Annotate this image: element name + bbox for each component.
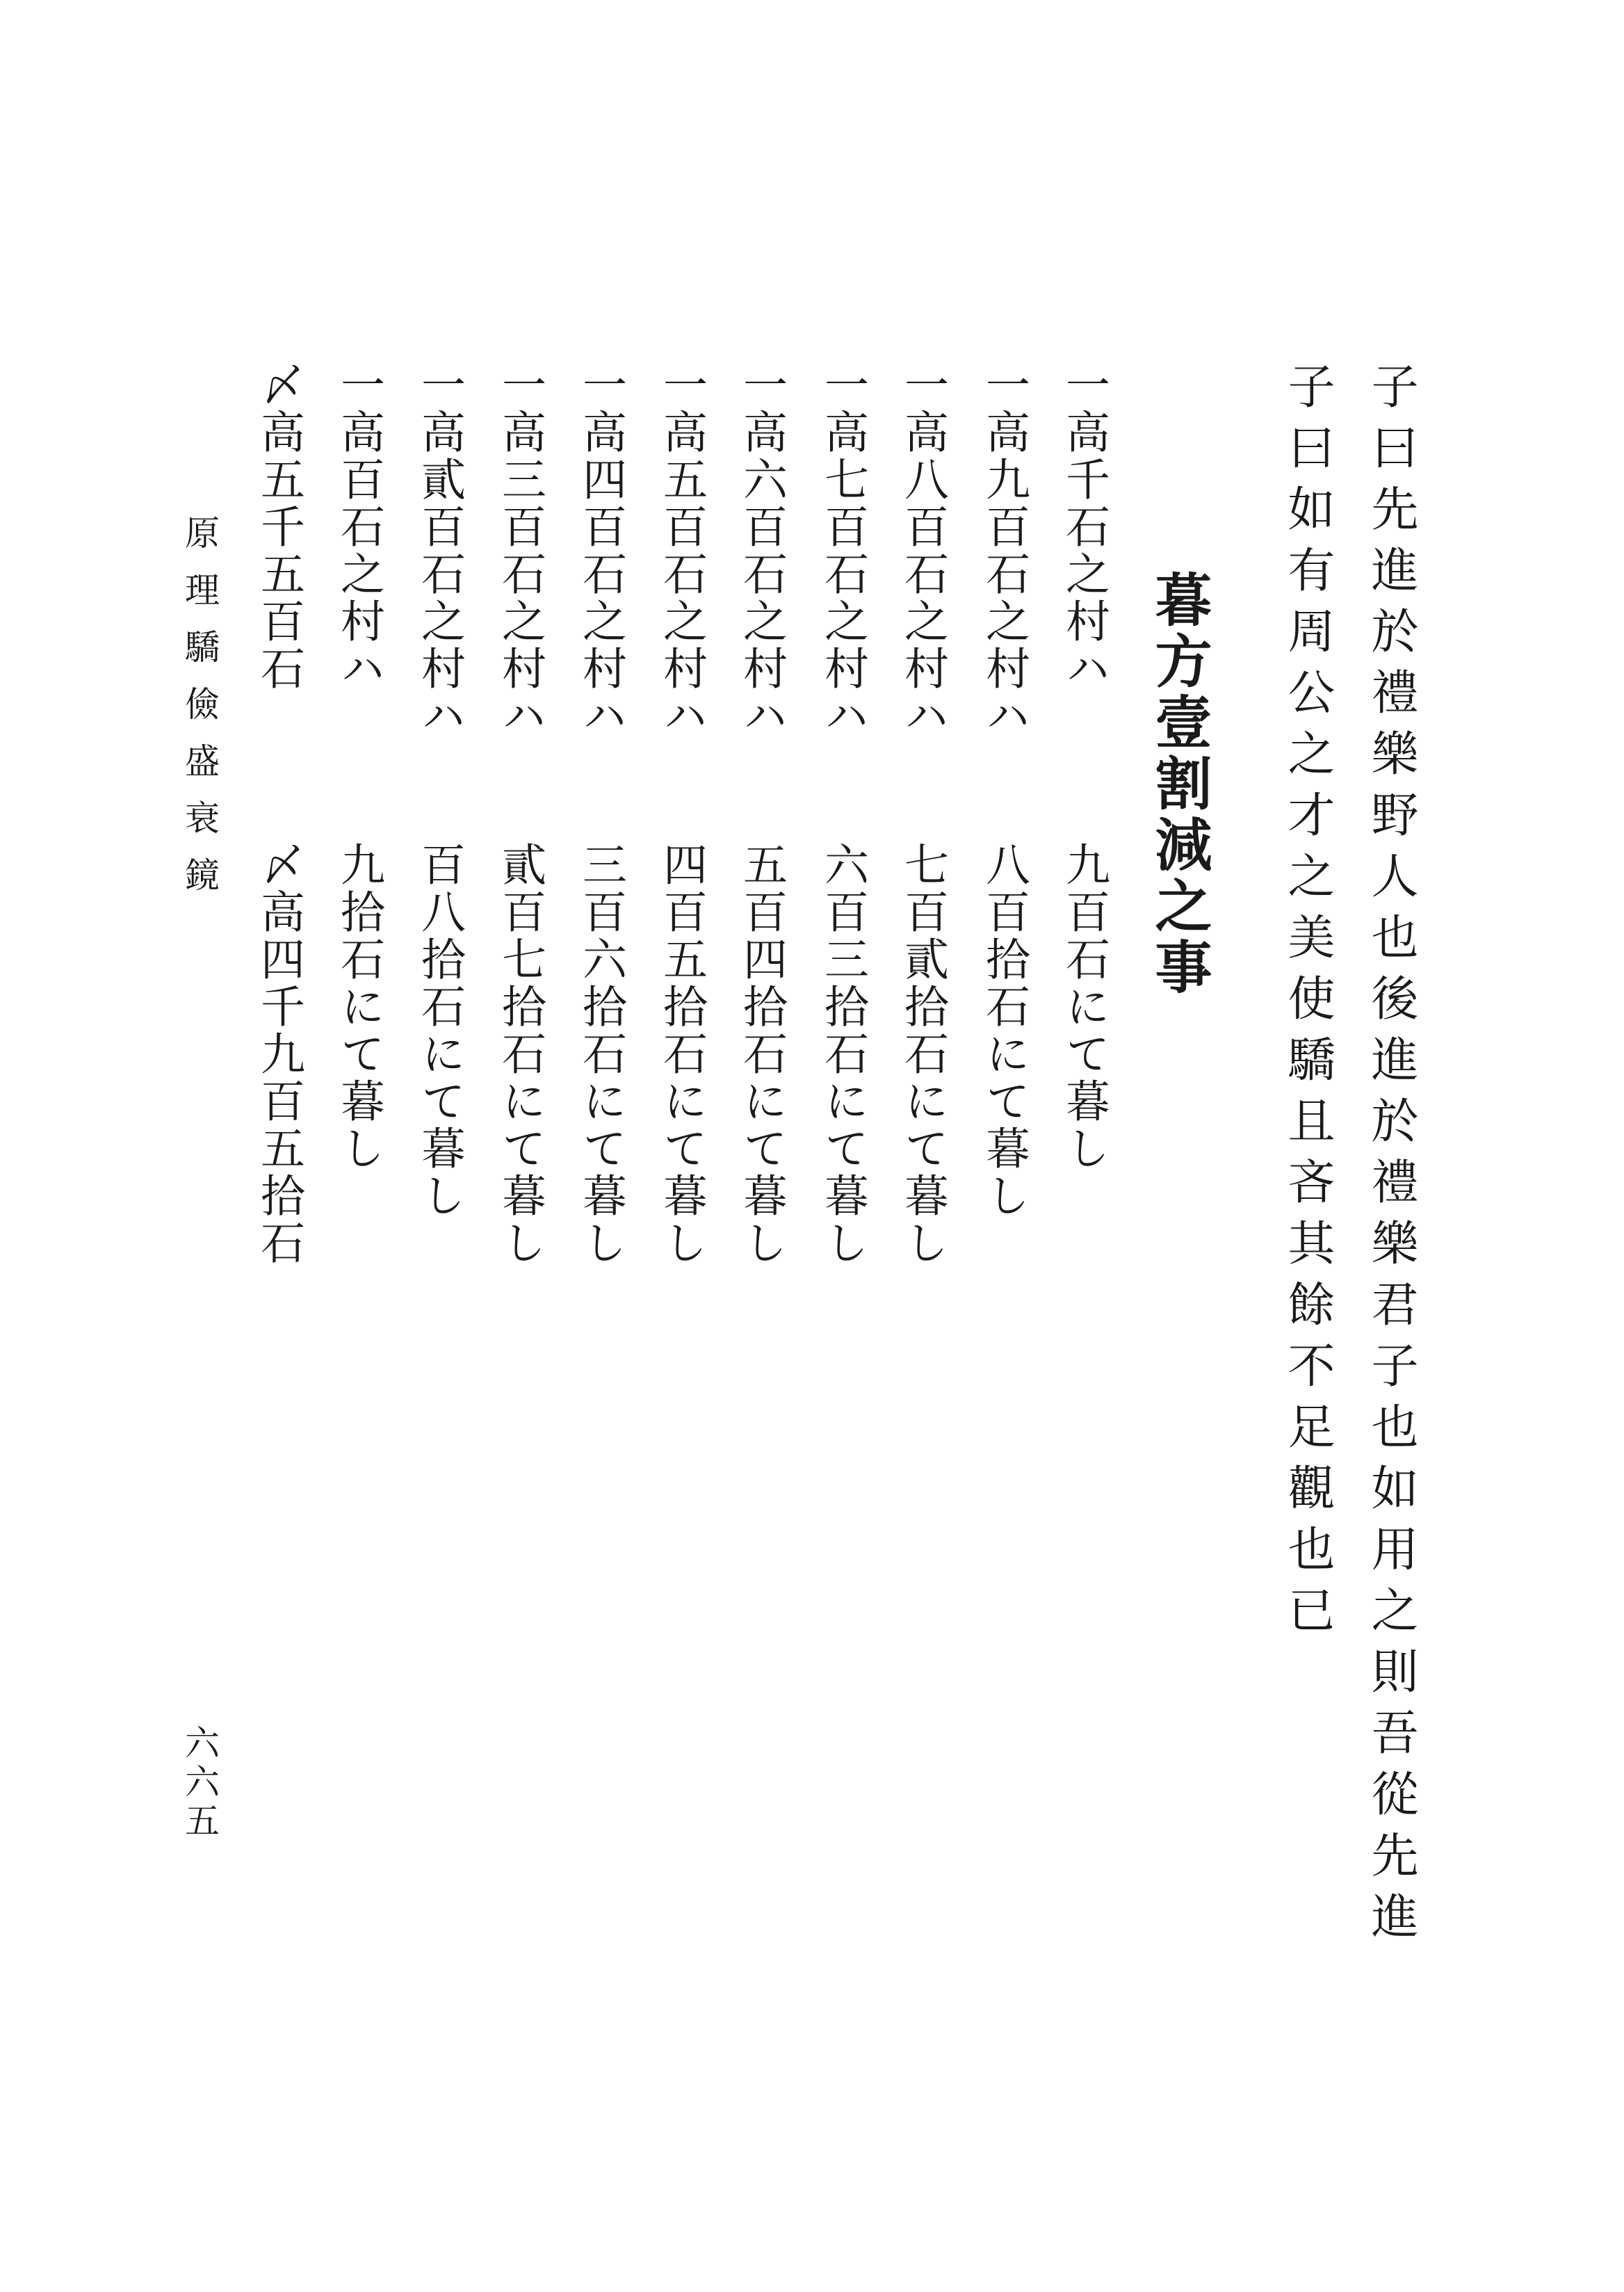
- list-item-4-low: 六百三拾石にて暮し: [817, 841, 868, 1267]
- section-heading: 暮方壹割減之事: [1146, 570, 1212, 999]
- list-item-1-top: 一高千石之村ハ: [1058, 362, 1110, 693]
- running-title: 原理驕儉盛衰鏡: [179, 515, 220, 914]
- list-item-9-low: 百八拾石にて暮し: [414, 841, 465, 1220]
- list-item-2-top: 一高九百石之村ハ: [978, 362, 1030, 740]
- list-item-5-top: 一高六百石之村ハ: [736, 362, 787, 740]
- list-item-7-top: 一高四百石之村ハ: [575, 362, 626, 740]
- list-item-6-low: 四百五拾石にて暮し: [656, 841, 707, 1267]
- list-item-10-top: 一高百石之村ハ: [333, 362, 384, 693]
- list-item-1-low: 九百石にて暮し: [1058, 841, 1110, 1172]
- quote-line-2: 子曰如有周公之才之美使驕且吝其餘不足觀也已: [1280, 362, 1335, 1647]
- quote-line-1: 子曰先進於禮樂野人也後進於禮樂君子也如用之則吾從先進: [1363, 362, 1418, 1953]
- list-item-3-low: 七百貳拾石にて暮し: [897, 841, 948, 1267]
- list-item-3-top: 一高八百石之村ハ: [897, 362, 948, 740]
- list-total-top: 〆高五千五百石: [253, 362, 304, 693]
- list-item-2-low: 八百拾石にて暮し: [978, 841, 1030, 1220]
- list-item-4-top: 一高七百石之村ハ: [817, 362, 868, 740]
- list-item-10-low: 九拾石にて暮し: [333, 841, 384, 1172]
- list-item-6-top: 一高五百石之村ハ: [656, 362, 707, 740]
- list-item-5-low: 五百四拾石にて暮し: [736, 841, 787, 1267]
- page-number: 六六五: [179, 1725, 220, 1841]
- list-item-7-low: 三百六拾石にて暮し: [575, 841, 626, 1267]
- list-item-9-top: 一高貳百石之村ハ: [414, 362, 465, 740]
- list-item-8-low: 貳百七拾石にて暮し: [494, 841, 546, 1267]
- list-item-8-top: 一高三百石之村ハ: [494, 362, 546, 740]
- list-total-low: 〆高四千九百五拾石: [253, 841, 304, 1267]
